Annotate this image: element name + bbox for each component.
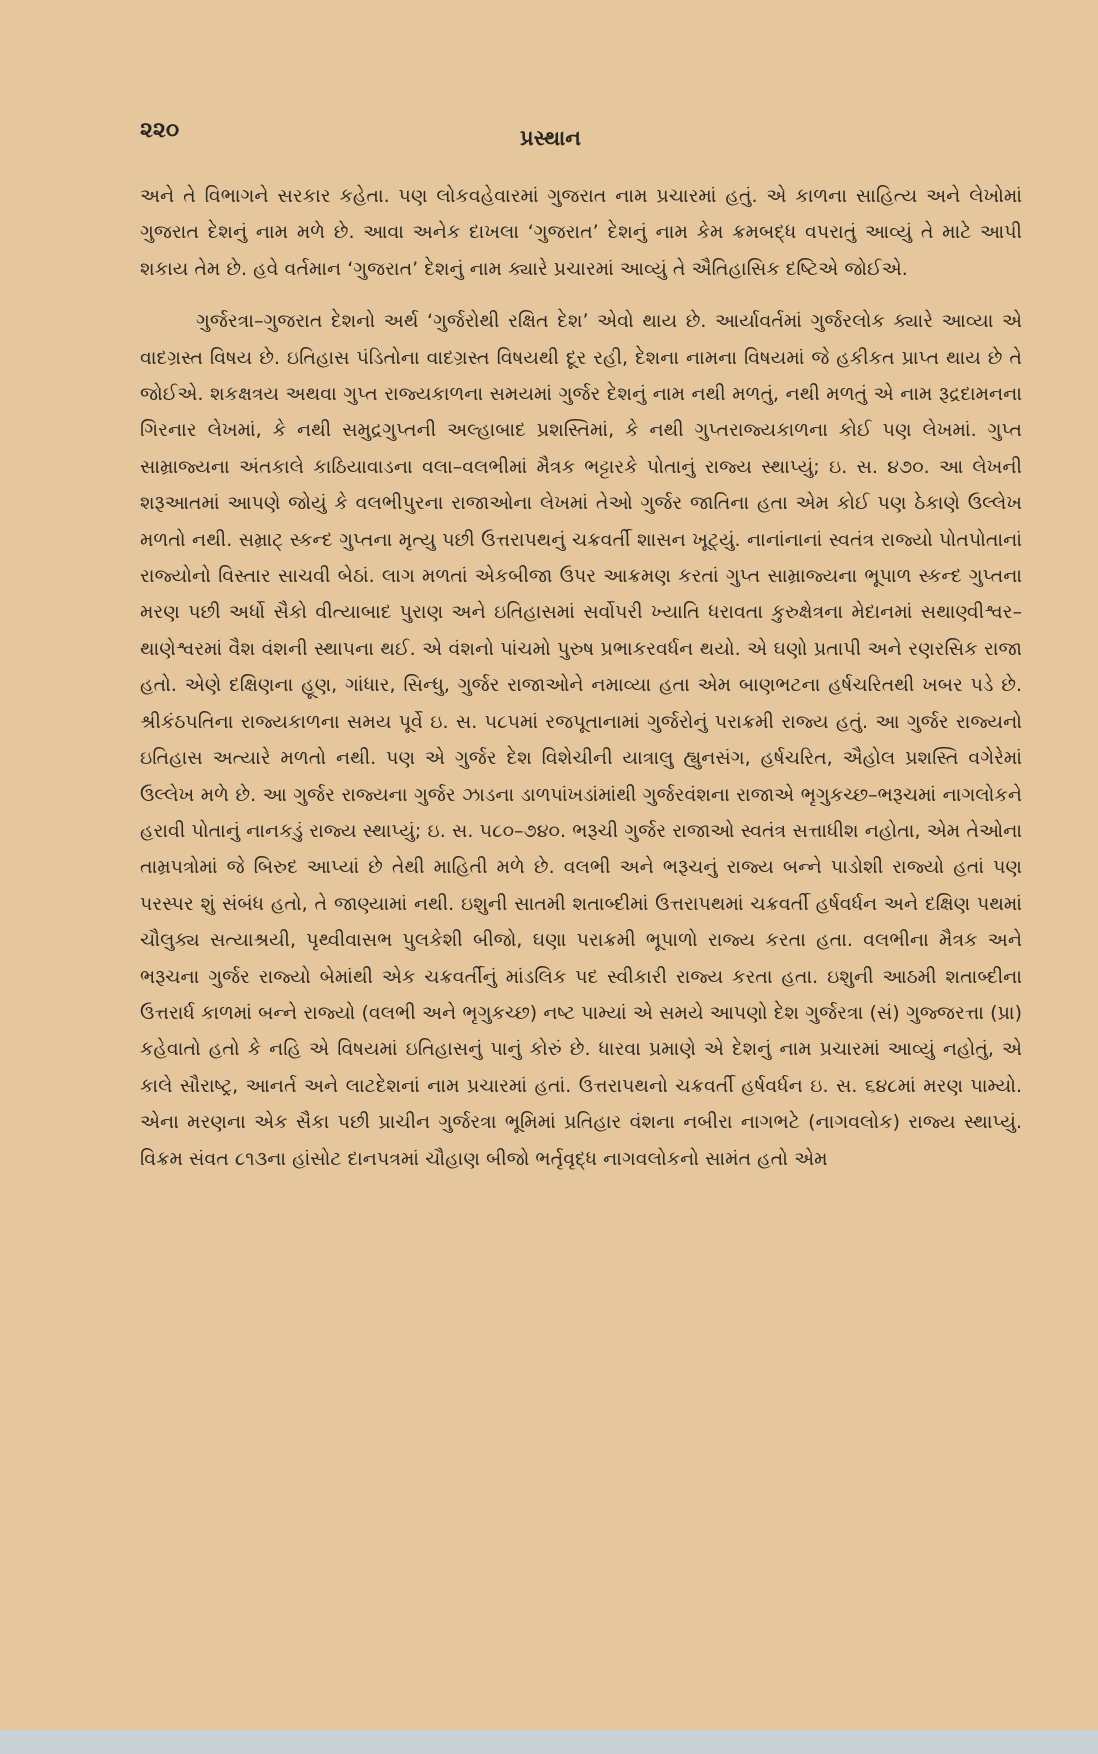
- page-number: ૨૨૦: [140, 118, 180, 143]
- paragraph-1: અને તે વિભાગને સરકાર કહેતા. પણ લોકવહેવારમાં ગુજરાત નામ પ્રચારમાં હતું. એ કાળના સાહિત્ય અને લેખોમાં ગુજરાત દેશનું નામ મળે છે. આવા અનેક દાખલા ‘ગુજરાત’ દેશનું નામ કેમ ક્રમબદ્ધ વપરાતું આવ્યું તે માટે આપી શકાય તેમ છે. હવે વર્તમાન ‘ગુજરાત’ દેશનું નામ ક્યારે પ્રચારમાં આવ્યું તે ઐતિહાસિક દષ્ટિએ જોઈએ.: [140, 185, 1022, 280]
- page-header: [0, 118, 1098, 158]
- paragraph-2: ગુર્જરત્રા–ગુજરાત દેશનો અર્થ ‘ગુર્જરોથી રક્ષિત દેશ’ એવો થાય છે. આર્યાવર્તમાં ગુર્જરલોક ક્યારે આવ્યા એ વાદગ્રસ્ત વિષય છે. ઇતિહાસ પંડિતોના વાદગ્રસ્ત વિષયથી દૂર રહી, દેશના નામના વિષયમાં જે હકીકત પ્રાપ્ત થાય છે તે જોઈએ. શકક્ષત્રય અથવા ગુપ્ત રાજ્યકાળના સમયમાં ગુર્જર દેશનું નામ નથી મળતું, નથી મળતું એ નામ રૂદ્રદામનના ગિરનાર લેખમાં, કે નથી સમુદ્રગુપ્તની અલ્હાબાદ પ્રશસ્તિમાં, કે નથી ગુપ્તરાજ્યકાળના કોઈ પણ લેખમાં. ગુપ્ત સામ્રાજ્યના અંતકાલે કાઠિયાવાડના વલા–વલભીમાં મૈત્રક ભટ્ટારકે પોતાનું રાજ્ય સ્થાપ્યું; ઇ. સ. ૪૭૦. આ લેખની શરૂઆતમાં આપણે જોયું કે વલભીપુરના રાજાઓના લેખમાં તેઓ ગુર્જર જાતિના હતા એમ કોઈ પણ ઠેકાણે ઉલ્લેખ મળતો નથી. સમ્રાટ્ સ્કન્દ ગુપ્તના મૃત્યુ પછી ઉત્તરાપથનું ચક્રવર્તી શાસન ખૂટ્યું. નાનાંનાનાં સ્વતંત્ર રાજ્યો પોતપોતાનાં રાજ્યોનો વિસ્તાર સાચવી બેઠાં. લાગ મળતાં એકબીજા ઉપર આક્રમણ કરતાં ગુપ્ત સામ્રાજ્યના ભૂપાળ સ્કન્દ ગુપ્તના મરણ પછી અર્ધો સૈકો વીત્યાબાદ પુરાણ અને ઇતિહાસમાં સર્વોપરી ખ્યાતિ ધરાવતા કુરુક્ષેત્રના મેદાનમાં સથાણ્વીશ્વર–થાણેશ્વરમાં વૈશ વંશની સ્થાપના થઈ. એ વંશનો પાંચમો પુરુષ પ્રભાકરવર્ધન થયો. એ ઘણો પ્રતાપી અને રણરસિક રાજા હતો. એણે દક્ષિણના હૂણ, ગાંધાર, સિન્ધુ, ગુર્જર રાજાઓને નમાવ્યા હતા એમ બાણભટના હર્ષચરિતથી ખબર પડે છે. શ્રીકંઠપતિના રાજ્યકાળના સમય પૂર્વે ઇ. સ. ૫૮૫માં રજપૂતાનામાં ગુર્જરોનું પરાક્રમી રાજ્ય હતું. આ ગુર્જર રાજ્યનો ઇતિહાસ અત્યારે મળતો નથી. પણ એ ગુર્જર દેશ વિશેચીની યાત્રાલુ હ્યુનસંગ, હર્ષચરિત, ઐહોલ પ્રશસ્તિ વગેરેમાં ઉલ્લેખ મળે છે. આ ગુર્જર રાજ્યના ગુર્જર ઝાડના ડાળપાંખડાંમાંથી ગુર્જરવંશના રાજાએ ભૃગુકચ્છ–ભરૂચમાં નાગલોકને હરાવી પોતાનું નાનકડું રાજ્ય સ્થાપ્યું; ઇ. સ. ૫૮૦–૭૪૦. ભરૂચી ગુર્જર રાજાઓ સ્વતંત્ર સત્તાધીશ નહોતા, એમ તેઓના તામ્રપત્રોમાં જે બિરુદ આપ્યાં છે તેથી માહિતી મળે છે. વલભી અને ભરૂચનું રાજ્ય બન્ને પાડોશી રાજ્યો હતાં પણ પરસ્પર શું સંબંધ હતો, તે જાણ્યામાં નથી. ઇશુની સાતમી શતાબ્દીમાં ઉત્તરાપથમાં ચક્રવર્તી હર્ષવર્ધન અને દક્ષિણ પથમાં ચૌલુક્ય સત્યાશ્રયી, પૃથ્વીવાસભ પુલકેશી બીજો, ઘણા પરાક્રમી ભૂપાળો રાજ્ય કરતા હતા. વલભીના મૈત્રક અને ભરૂચના ગુર્જર રાજ્યો બેમાંથી એક ચક્રવર્તીનું માંડલિક પદ સ્વીકારી રાજ્ય કરતા હતા. ઇશુની આઠમી શતાબ્દીના ઉત્તરાર્ધ કાળમાં બન્ને રાજ્યો (વલભી અને ભૃગુકચ્છ) નષ્ટ પામ્યાં એ સમયે આપણો દેશ ગુર્જરત્રા (સં) ગુજ્જરત્તા (પ્રા) કહેવાતો હતો કે નહિ એ વિષયમાં ઇતિહાસનું પાનું કોરું છે. ધારવા પ્રમાણે એ દેશનું નામ પ્રચારમાં આવ્યું નહોતું, એ કાલે સૌરાષ્ટ્ર, આનર્ત અને લાટદેશનાં નામ પ્રચારમાં હતાં. ઉત્તરાપથનો ચક્રવર્તી હર્ષવર્ધન ઇ. સ. ૬૪૮માં મરણ પામ્યો. એના મરણના એક સૈકા પછી પ્રાચીન ગુર્જરત્રા ભૂમિમાં પ્રતિહાર વંશના નબીરા નાગભટે (નાગવલોક) રાજ્ય સ્થાપ્યું. વિક્રમ સંવત ૮૧૩ના હાંસોટ દાનપત્રમાં ચૌહાણ બીજો ભર્તૃવૃદ્ધ નાગવલોકનો સામંત હતો એમ: [140, 310, 1022, 1170]
- running-title: પ્રસ્થાન: [520, 126, 581, 150]
- body-text: [140, 178, 1022, 1177]
- scan-background: [0, 1730, 1098, 1754]
